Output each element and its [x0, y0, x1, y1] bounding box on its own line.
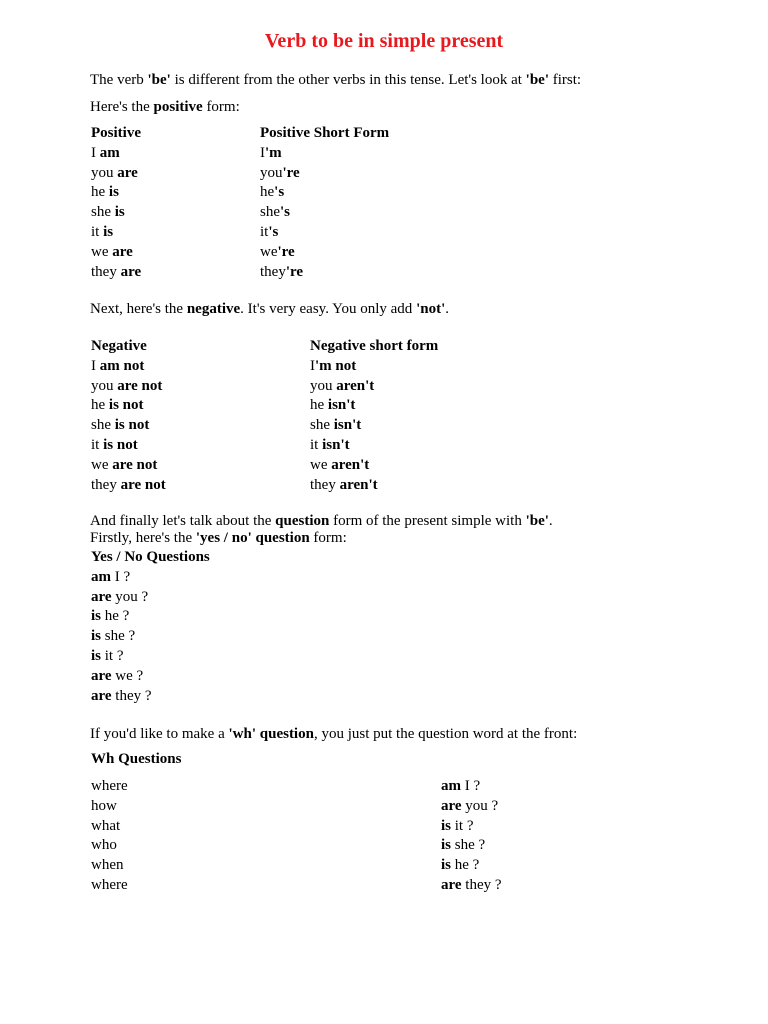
negative-short-row [310, 377, 438, 397]
negative-short-row [310, 436, 438, 456]
verb: is not [103, 436, 138, 453]
contraction: 're [285, 263, 304, 280]
question-rest: I ? [111, 568, 131, 585]
positive-short-row [260, 203, 389, 223]
intro-text: . [548, 513, 553, 529]
question-rest: you ? [461, 797, 499, 814]
negative-column [91, 337, 166, 495]
verb: is [91, 608, 102, 625]
negative-short-row [310, 396, 438, 416]
negative-row [91, 456, 166, 476]
pronoun: you [310, 377, 337, 394]
yes-no-questions [91, 548, 210, 706]
pronoun: we [91, 243, 113, 260]
verb: are [120, 263, 142, 280]
verb: are not [117, 377, 163, 394]
pronoun: we [91, 456, 113, 473]
intro-text: Here's the [90, 99, 154, 115]
verb: are [91, 687, 112, 704]
pronoun: they [91, 476, 121, 493]
pronoun: she [260, 204, 280, 221]
positive-row [91, 223, 141, 243]
contraction: 're [277, 243, 295, 260]
pronoun: it [91, 436, 104, 453]
verb: is not [114, 417, 150, 434]
positive-short-row [260, 183, 389, 203]
intro-text: , you just put the question word at the front: [313, 726, 578, 742]
pronoun: they [310, 476, 340, 493]
negative-row [91, 436, 166, 456]
intro-text: If you'd like to make a [90, 726, 229, 742]
wh-rest-row [441, 876, 502, 896]
verb: are not [120, 476, 166, 493]
pronoun: we [310, 456, 332, 473]
verb: are [441, 876, 462, 893]
contraction: 's [280, 204, 291, 221]
negative-row [91, 416, 166, 436]
verb: is [441, 817, 452, 834]
negative-short-row [310, 357, 438, 377]
intro-text: form: [202, 99, 240, 115]
negative-intro-paragraph [90, 299, 449, 319]
pronoun: they [91, 263, 121, 280]
pronoun: they [260, 263, 286, 280]
contraction: 'm not [315, 357, 357, 374]
negative-short-column [310, 337, 438, 495]
positive-short-row [260, 263, 389, 283]
verb: is [91, 647, 102, 664]
contraction: 's [274, 184, 285, 201]
negative-header: Negative [91, 338, 147, 354]
wh-rest-row [441, 777, 502, 797]
question-intro-paragraph [90, 513, 553, 547]
verb: am not [99, 357, 145, 374]
verb: is [103, 223, 114, 240]
wh-word: how [91, 797, 117, 814]
pronoun: she [91, 417, 115, 434]
intro-text: first: [549, 72, 582, 88]
question-rest: they ? [461, 876, 502, 893]
question-rest: they ? [111, 687, 152, 704]
question-rest: she ? [451, 837, 486, 854]
wh-word: where [91, 876, 128, 893]
pronoun: we [260, 243, 278, 260]
pronoun: he [91, 397, 109, 414]
negative-row [91, 396, 166, 416]
intro-emphasis: 'wh' question [228, 726, 314, 742]
verb: are [117, 164, 138, 181]
intro-emphasis: 'be' [525, 513, 549, 529]
verb: are [91, 588, 112, 605]
negative-short-row [310, 476, 438, 496]
wh-rest-row [441, 836, 502, 856]
pronoun: I [260, 144, 265, 161]
verb: am [99, 144, 120, 161]
contraction: isn't [322, 436, 350, 453]
negative-short-row [310, 456, 438, 476]
question-intro-line [90, 530, 553, 547]
wh-rest-row [441, 797, 502, 817]
question-row [91, 568, 210, 588]
question-intro-line [90, 513, 553, 530]
verb: is [441, 837, 452, 854]
pronoun: you [260, 164, 283, 181]
wh-intro-paragraph [90, 724, 577, 744]
positive-short-row [260, 243, 389, 263]
question-row [91, 627, 210, 647]
question-rest: he ? [451, 857, 480, 874]
pronoun: it [260, 223, 269, 240]
verb: are not [112, 456, 158, 473]
contraction: 's [268, 223, 279, 240]
wh-word: when [91, 857, 124, 874]
intro-text: . It's very easy. You only add [240, 301, 417, 317]
pronoun: he [310, 397, 328, 414]
pronoun: you [91, 164, 118, 181]
pronoun: it [310, 436, 323, 453]
intro-emphasis: 'be' [147, 72, 171, 88]
question-row [91, 588, 210, 608]
intro-text: Next, here's the [90, 301, 187, 317]
verb: is [108, 184, 119, 201]
negative-short-header: Negative short form [310, 338, 439, 354]
pronoun: she [91, 204, 115, 221]
contraction: isn't [327, 397, 356, 414]
intro-emphasis: positive [153, 99, 203, 115]
pronoun: I [91, 357, 100, 374]
wh-rest-row [441, 856, 502, 876]
question-rest: you ? [111, 588, 149, 605]
wh-word: what [91, 817, 121, 834]
question-row [91, 647, 210, 667]
verb: is [91, 628, 102, 645]
positive-row [91, 183, 141, 203]
wh-header-block [91, 750, 181, 770]
positive-short-column [260, 124, 389, 282]
positive-row [91, 144, 141, 164]
negative-row [91, 476, 166, 496]
contraction: isn't [333, 417, 362, 434]
positive-row [91, 164, 141, 184]
negative-row [91, 357, 166, 377]
positive-intro-paragraph [90, 97, 240, 117]
pronoun: I [310, 357, 315, 374]
verb: is [114, 204, 125, 221]
question-rest: it ? [451, 817, 474, 834]
question-row [91, 687, 210, 707]
question-row [91, 667, 210, 687]
wh-word: who [91, 837, 117, 854]
wh-words-column [91, 777, 128, 896]
verb: am [441, 778, 461, 794]
pronoun: he [260, 184, 275, 201]
intro-text: Firstly, here's the [90, 530, 196, 546]
question-rest: it ? [101, 647, 124, 664]
wh-header: Wh Questions [91, 751, 182, 767]
intro-emphasis: negative [186, 301, 241, 317]
positive-short-row [260, 144, 389, 164]
negative-row [91, 377, 166, 397]
pronoun: she [310, 417, 334, 434]
intro-emphasis: 'yes / no' question [195, 530, 310, 546]
verb: are [112, 243, 133, 260]
yes-no-header: Yes / No Questions [91, 549, 210, 565]
intro-paragraph [90, 70, 581, 90]
question-rest: he ? [101, 608, 130, 625]
contraction: aren't [336, 377, 375, 394]
pronoun: he [91, 184, 109, 201]
question-rest: we ? [111, 667, 144, 684]
positive-short-header: Positive Short Form [260, 125, 390, 141]
wh-rest-row [441, 817, 502, 837]
positive-short-row [260, 223, 389, 243]
verb: are [441, 797, 462, 814]
question-row [91, 607, 210, 627]
contraction: 'm [265, 144, 282, 161]
intro-text: And finally let's talk about the [90, 513, 276, 529]
positive-row [91, 203, 141, 223]
positive-row [91, 243, 141, 263]
positive-column [91, 124, 141, 282]
intro-text: is different from the other verbs in this tense. Let's look at [170, 72, 526, 88]
intro-emphasis: 'be' [525, 72, 550, 88]
intro-text: form of the present simple with [329, 513, 526, 529]
contraction: aren't [331, 456, 370, 473]
pronoun: I [91, 144, 100, 161]
wh-word: where [91, 778, 128, 794]
contraction: aren't [339, 476, 378, 493]
verb: is not [108, 397, 144, 414]
intro-emphasis: question [275, 513, 330, 529]
question-rest: I ? [461, 778, 481, 794]
pronoun: you [91, 377, 118, 394]
page-title: Verb to be in simple present [264, 30, 504, 52]
verb: are [91, 667, 112, 684]
positive-row [91, 263, 141, 283]
verb: is [441, 857, 452, 874]
intro-emphasis: 'not' [416, 301, 446, 317]
question-rest: she ? [101, 628, 136, 645]
negative-short-row [310, 416, 438, 436]
pronoun: it [91, 223, 104, 240]
positive-short-row [260, 164, 389, 184]
contraction: 're [282, 164, 300, 181]
positive-header: Positive [91, 125, 141, 141]
intro-text: . [445, 301, 449, 317]
intro-text: form: [309, 530, 347, 546]
intro-text: The verb [90, 72, 148, 88]
verb: am [91, 568, 111, 585]
wh-rest-column [441, 777, 502, 896]
